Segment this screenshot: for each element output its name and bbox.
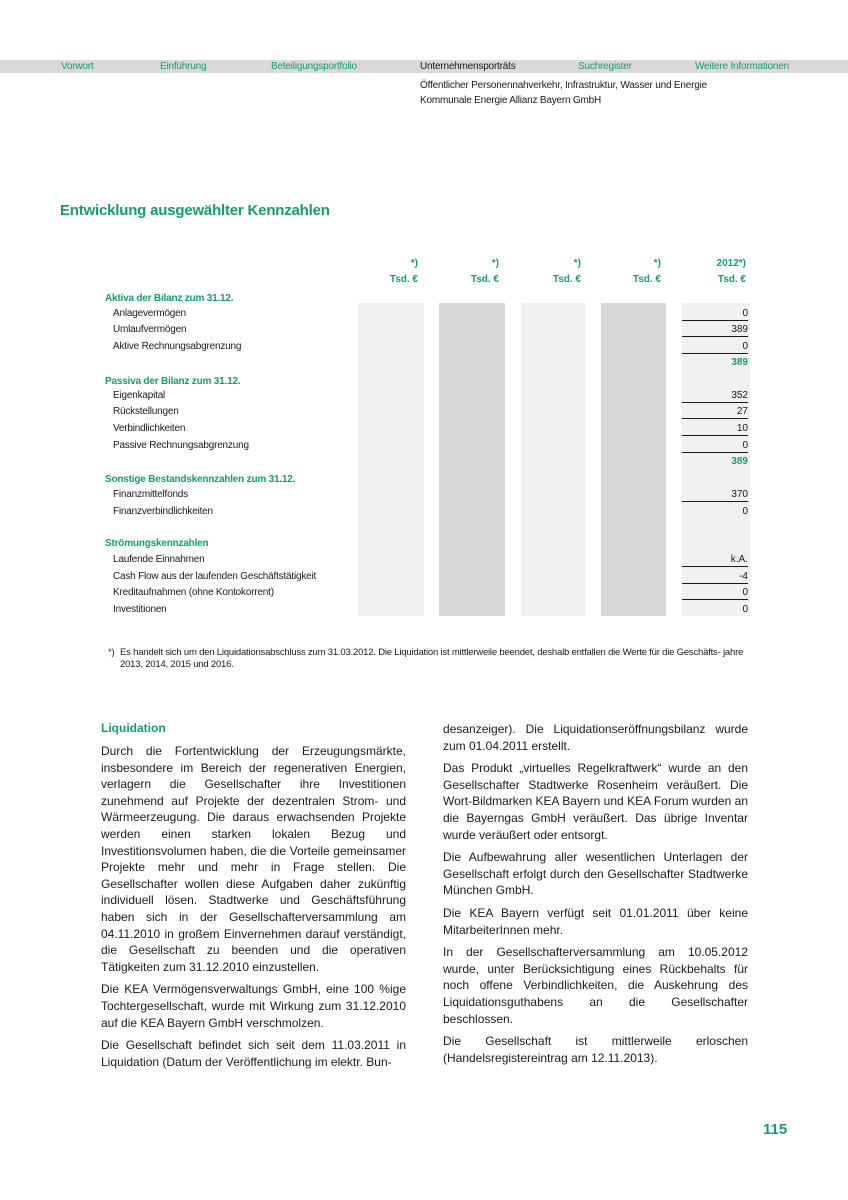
value-aktiva-total: 389 (731, 357, 748, 368)
column-2-background (439, 303, 505, 616)
nav-einfuehrung[interactable]: Einführung (160, 61, 207, 72)
section-passiva: Passiva der Bilanz zum 31.12. (105, 376, 241, 387)
nav-beteiligungsportfolio[interactable]: Beteiligungsportfolio (271, 61, 357, 72)
column-5-unit: Tsd. € (717, 274, 746, 285)
column-5-year: 2012*) (716, 258, 746, 269)
footnote-text: Es handelt sich um den Liquidationsabschluss zum 31.03.2012. Die Liquidation ist mittlerweile beendet, deshalb entfallen die Werte für die Geschäfts- jahre 2013, 2014, 2015 und 2016. (120, 647, 744, 670)
value-anlagevermoegen: 0 (682, 307, 748, 321)
paragraph: Das Produkt „virtuelles Regelkraftwerk“ wurde an den Gesellschafter Stadtwerke Rosenheim veräußert. Die Wort-Bildmarken KEA Bayern und KEA Forum wurden an die Bayerngas GmbH veräußert. Das übrige Inventar wurde veräußert oder entsorgt. (443, 761, 748, 842)
value-finanzmittelfonds: 370 (682, 488, 748, 502)
row-label-aktive-rechnungsabgrenzung: Aktive Rechnungsabgrenzung (113, 341, 242, 352)
value-umlaufvermoegen: 389 (682, 323, 748, 337)
value-passiva-total: 389 (731, 456, 748, 467)
category-breadcrumb: Öffentlicher Personennahverkehr, Infrastruktur, Wasser und Energie (420, 80, 707, 91)
company-name: Kommunale Energie Allianz Bayern GmbH (420, 95, 602, 106)
row-label-eigenkapital: Eigenkapital (113, 390, 166, 401)
value-kreditaufnahmen: 0 (682, 586, 748, 600)
row-label-finanzmittelfonds: Finanzmittelfonds (113, 489, 188, 500)
paragraph: Die KEA Vermögensverwaltungs GmbH, eine 100 %ige Tochtergesellschaft, wurde mit Wirkung zum 31.12.2010 auf die KEA Bayern GmbH verschmolzen. (101, 982, 406, 1030)
table-footnote (108, 647, 753, 671)
value-finanzverbindlichkeiten: 0 (742, 506, 748, 517)
column-1-year: *) (410, 258, 418, 269)
row-label-cash-flow: Cash Flow aus der laufenden Geschäftstätigkeit (113, 571, 317, 582)
column-1-unit: Tsd. € (389, 274, 418, 285)
column-3-unit: Tsd. € (552, 274, 581, 285)
row-label-passive-rechnungsabgrenzung: Passive Rechnungsabgrenzung (113, 440, 249, 451)
column-3-background (521, 303, 585, 616)
paragraph: Die Aufbewahrung aller wesentlichen Unterlagen der Gesellschaft erfolgt durch den Gesellschafter Stadtwerke München GmbH. (443, 850, 748, 898)
footnote-marker: *) (108, 647, 115, 658)
paragraph: Die KEA Bayern verfügt seit 01.01.2011 über keine MitarbeiterInnen mehr. (443, 905, 748, 937)
column-1-background (358, 303, 424, 616)
paragraph: Durch die Fortentwicklung der Erzeugungsmärkte, insbesondere im Bereich der regenerativen Energien, verlagern die Gesellschafter ihre Investitionen zunehmend auf Projekte der dezentralen Strom- und Wärmeerzeugung. Die daraus erwachsenden Projekte werden einen starken lokalen Bezug und Investitionsvolumen haben, die die Vorteile gemeinsamer Projekte mehr und mehr in Frage stellen. Die Gesellschafter wollen diese Aufgaben daher zukünftig individuell lösen. Stadtwerke und Geschäftsführung haben sich in der Gesellschafterversammlung am 04.11.2010 in großem Einvernehmen darauf verständigt, die Gesellschaft zu beenden und die operativen Tätigkeiten zum 31.12.2010 einzustellen. (101, 744, 406, 974)
column-4-background (601, 303, 666, 616)
value-aktive-rechnungsabgrenzung: 0 (682, 340, 748, 354)
value-rueckstellungen: 27 (682, 405, 748, 419)
column-2-year: *) (491, 258, 499, 269)
row-label-umlaufvermoegen: Umlaufvermögen (113, 324, 187, 335)
right-text-column (443, 721, 748, 1072)
paragraph: Die Gesellschaft befindet sich seit dem 11.03.2011 in Liquidation (Datum der Veröffentlichung im elektr. Bun- (101, 1038, 406, 1069)
section-sonstige-bestandskennzahlen: Sonstige Bestandskennzahlen zum 31.12. (105, 474, 296, 485)
paragraph: Die Gesellschaft ist mittlerweile erloschen (Handelsregistereintrag am 12.11.2013). (443, 1034, 748, 1065)
paragraph: In der Gesellschafterversammlung am 10.05.2012 wurde, unter Berücksichtigung eines Rückbehalts für noch offene Verbindlichkeiten, die Auskehrung des Liquidationsguthabens an die Gesellschafter beschlossen. (443, 945, 748, 1026)
column-4-unit: Tsd. € (632, 274, 661, 285)
left-text-column (101, 743, 406, 1076)
value-investitionen: 0 (742, 604, 748, 615)
row-label-rueckstellungen: Rückstellungen (113, 406, 179, 417)
row-label-investitionen: Investitionen (113, 604, 167, 615)
row-label-finanzverbindlichkeiten: Finanzverbindlichkeiten (113, 506, 213, 517)
nav-weitere-informationen[interactable]: Weitere Informationen (695, 61, 789, 72)
nav-unternehmensportraets[interactable]: Unternehmensporträts (420, 61, 516, 72)
row-label-kreditaufnahmen: Kreditaufnahmen (ohne Kontokorrent) (113, 587, 274, 598)
row-label-anlagevermoegen: Anlagevermögen (113, 308, 186, 319)
value-verbindlichkeiten: 10 (682, 422, 748, 436)
value-eigenkapital: 352 (682, 389, 748, 403)
nav-vorwort[interactable]: Vorwort (61, 61, 94, 72)
value-passive-rechnungsabgrenzung: 0 (682, 439, 748, 453)
section-stroemungskennzahlen: Strömungskennzahlen (105, 538, 209, 549)
value-laufende-einnahmen: k.A. (682, 553, 748, 567)
row-label-verbindlichkeiten: Verbindlichkeiten (113, 423, 186, 434)
page-number: 115 (763, 1121, 788, 1138)
top-navigation (0, 60, 848, 73)
value-cash-flow: -4 (682, 570, 748, 584)
column-4-year: *) (653, 258, 661, 269)
section-aktiva: Aktiva der Bilanz zum 31.12. (105, 293, 234, 304)
page-title: Entwicklung ausgewählter Kennzahlen (60, 202, 330, 219)
column-2-unit: Tsd. € (470, 274, 499, 285)
row-label-laufende-einnahmen: Laufende Einnahmen (113, 554, 205, 565)
column-3-year: *) (573, 258, 581, 269)
section-heading-liquidation: Liquidation (101, 721, 166, 735)
nav-suchregister[interactable]: Suchregister (578, 61, 632, 72)
paragraph: desanzeiger). Die Liquidationseröffnungsbilanz wurde zum 01.04.2011 erstellt. (443, 722, 748, 753)
